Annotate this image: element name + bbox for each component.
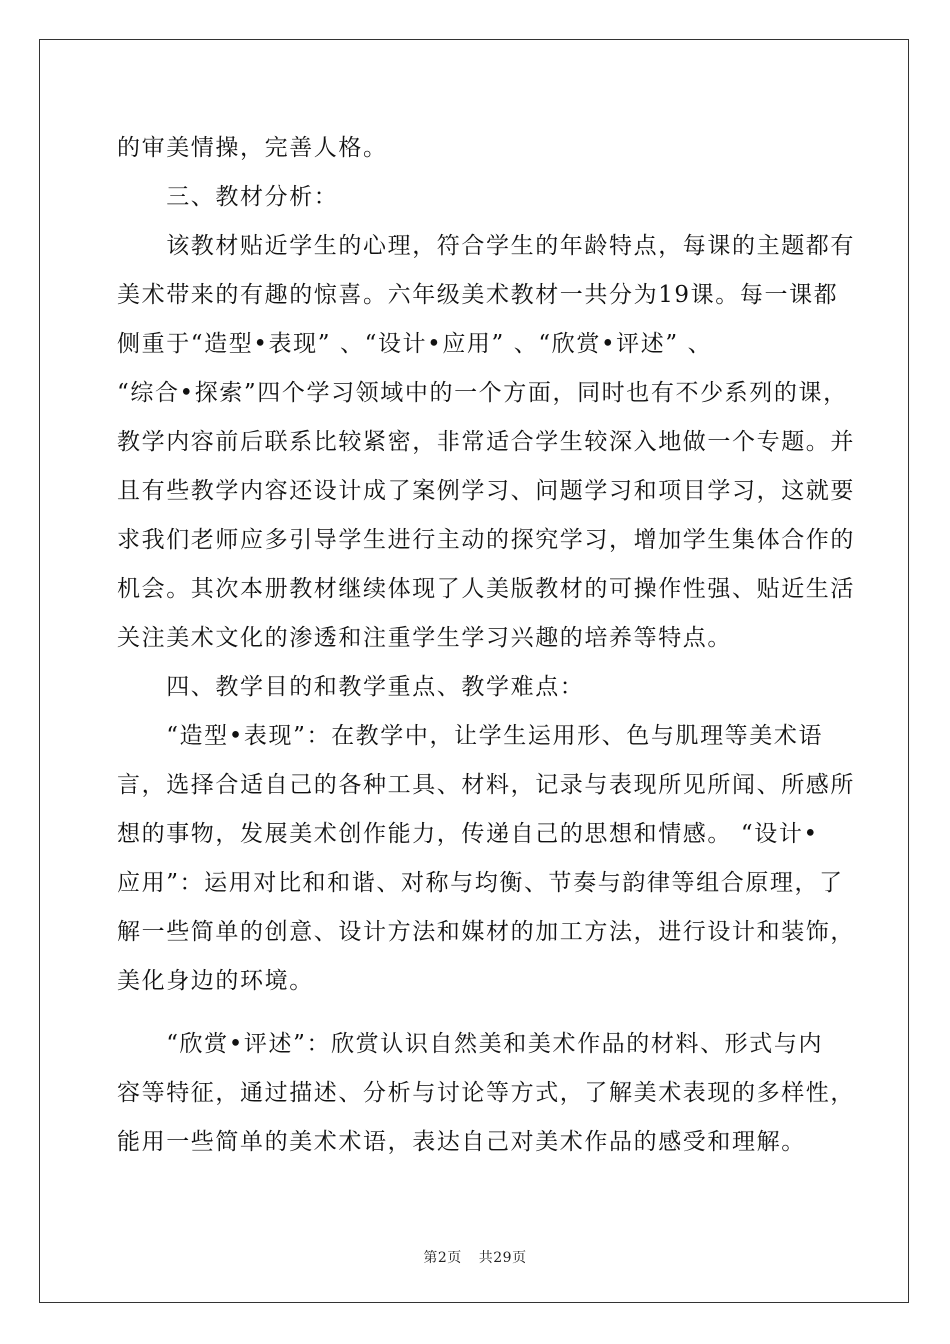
text-line: 应用”：运用对比和和谐、对称与均衡、节奏与韵律等组合原理，了 — [117, 870, 844, 896]
text-line: 教学内容前后联系比较紧密，非常适合学生较深入地做一个专题。并 — [117, 429, 855, 455]
section-heading: 四、教学目的和教学重点、教学难点： — [117, 674, 585, 700]
section-heading: 三、教材分析： — [117, 184, 339, 210]
text-line: 且有些教学内容还设计成了案例学习、问题学习和项目学习，这就要 — [117, 478, 855, 504]
text-line: 该教材贴近学生的心理，符合学生的年龄特点，每课的主题都有 — [117, 233, 855, 259]
document-body — [117, 124, 855, 1167]
text-line: 美化身边的环境。 — [117, 968, 314, 994]
text-line: “综合•探索”四个学习领域中的一个方面，同时也有不少系列的课， — [117, 380, 848, 406]
page-number: 第2页 — [423, 1250, 462, 1266]
text-line: 解一些简单的创意、设计方法和媒材的加工方法，进行设计和装饰， — [117, 919, 855, 945]
text-line: “欣赏•评述”：欣赏认识自然美和美术作品的材料、形式与内 — [117, 1031, 824, 1057]
text-line: 美术带来的有趣的惊喜。六年级美术教材一共分为19课。每一课都 — [117, 282, 839, 308]
text-line: 求我们老师应多引导学生进行主动的探究学习，增加学生集体合作的 — [117, 527, 855, 553]
text-line: “造型•表现”：在教学中，让学生运用形、色与肌理等美术语 — [117, 723, 824, 749]
page-total: 共29页 — [478, 1250, 527, 1266]
text-line: 容等特征，通过描述、分析与讨论等方式，了解美术表现的多样性， — [117, 1080, 855, 1106]
text-line: 侧重于“造型•表现” 、“设计•应用” 、“欣赏•评述” 、 — [117, 331, 713, 357]
text-line: 言，选择合适自己的各种工具、材料，记录与表现所见所闻、所感所 — [117, 772, 855, 798]
text-line: 机会。其次本册教材继续体现了人美版教材的可操作性强、贴近生活 — [117, 576, 855, 602]
text-line: 关注美术文化的渗透和注重学生学习兴趣的培养等特点。 — [117, 625, 732, 651]
text-line: 想的事物，发展美术创作能力，传递自己的思想和情感。 “设计• — [117, 821, 819, 847]
page-footer — [0, 1247, 950, 1267]
text-line: 能用一些简单的美术术语，表达自己对美术作品的感受和理解。 — [117, 1129, 806, 1155]
text-line: 的审美情操，完善人格。 — [117, 135, 388, 161]
paragraph-gap — [117, 1006, 837, 1020]
